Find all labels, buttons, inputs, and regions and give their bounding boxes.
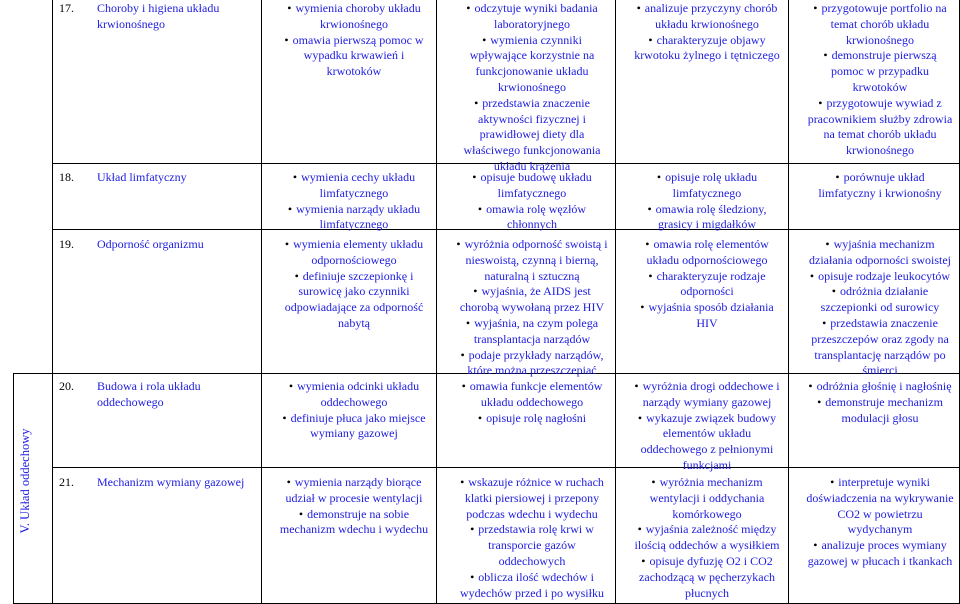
column-4-cell: [794, 170, 954, 202]
list-item: • przedstawia rolę krwi w transporcie gazów oddechowych: [442, 522, 610, 569]
grid-line: [13, 373, 14, 604]
list-item: • odróżnia działanie szczepionki od surowicy: [794, 284, 954, 316]
column-1-cell: [266, 379, 430, 442]
column-3-cell: [620, 1, 782, 64]
list-item: • wyróżnia odporność swoistą i nieswoistą, czynną i bierną, naturalną i sztuczną: [442, 237, 610, 284]
list-item: • wymienia choroby układu krwionośnego: [266, 1, 430, 33]
list-item: • wskazuje różnice w ruchach klatki piersiowej i przepony podczas wdechu i wydechu: [442, 475, 610, 522]
list-item: • wymienia czynniki wpływające korzystnie na funkcjonowanie układu krwionośnego: [442, 33, 610, 96]
list-item: • wyróżnia mechanizm wentylacji i oddychania komórkowego: [620, 475, 782, 522]
column-4-cell: [794, 475, 954, 570]
list-item: • charakteryzuje rodzaje odporności: [620, 269, 782, 301]
column-2-cell: [442, 475, 610, 601]
section-label: V. Układ oddechowy: [18, 428, 32, 534]
list-item: • interpretuje wyniki doświadczenia na wykrywanie CO2 w powietrzu wydychanym: [794, 475, 954, 538]
list-item: • przedstawia znaczenie przeszczepów oraz zgody na transplantację narządów po śmierci: [794, 316, 954, 379]
row-topic: Układ limfatyczny: [97, 170, 187, 184]
list-item: • wymienia elementy układu odpornościowego: [266, 237, 430, 269]
list-item: • wymienia odcinki układu oddechowego: [266, 379, 430, 411]
list-item: • przedstawia znaczenie aktywności fizycznej i prawidłowej diety dla właściwego funkcjonowania układu krążenia: [442, 96, 610, 175]
row-topic: Budowa i rola układu oddechowego: [97, 379, 201, 409]
list-item: • analizuje proces wymiany gazowej w płucach i tkankach: [794, 538, 954, 570]
list-item: • opisuje rolę nagłośni: [442, 411, 610, 427]
row-number: 19.: [59, 237, 74, 251]
column-2-cell: [442, 1, 610, 175]
list-item: • omawia rolę elementów układu odpornościowego: [620, 237, 782, 269]
column-1-cell: [266, 170, 430, 233]
list-item: • charakteryzuje objawy krwotoku żylnego i tętniczego: [620, 33, 782, 65]
grid-line: [261, 0, 262, 604]
row-number: 20.: [59, 379, 74, 393]
list-item: • wyjaśnia sposób działania HIV: [620, 300, 782, 332]
column-4-cell: [794, 379, 954, 426]
row-topic: Odporność organizmu: [97, 237, 204, 251]
column-3-cell: [620, 237, 782, 332]
column-2-cell: [442, 170, 610, 233]
list-item: • wyjaśnia mechanizm działania odporności swoistej: [794, 237, 954, 269]
list-item: • odczytuje wyniki badania laboratoryjnego: [442, 1, 610, 33]
grid-line: [788, 0, 789, 604]
list-item: • omawia funkcje elementów układu oddechowego: [442, 379, 610, 411]
list-item: • podaje przykłady narządów, które można przeszczepiać: [442, 348, 610, 380]
list-item: • wymienia narządy biorące udział w procesie wentylacji: [266, 475, 430, 507]
list-item: • omawia pierwszą pomoc w wypadku krwawień i krwotoków: [266, 33, 430, 80]
row-number: 18.: [59, 170, 74, 184]
column-1-cell: [266, 475, 430, 538]
list-item: • przygotowuje portfolio na temat chorób układu krwionośnego: [794, 1, 954, 48]
grid-line: [615, 0, 616, 604]
list-item: • wyróżnia drogi oddechowe i narządy wymiany gazowej: [620, 379, 782, 411]
grid-line: [436, 0, 437, 604]
row-divider: [52, 467, 960, 468]
list-item: • definiuje szczepionkę i surowicę jako czynniki odpowiadające za odporność nabytą: [266, 269, 430, 332]
list-item: • oblicza ilość wdechów i wydechów przed i po wysiłku: [442, 570, 610, 602]
list-item: • wyjaśnia, że AIDS jest chorobą wywołaną przez HIV: [442, 284, 610, 316]
column-3-cell: [620, 379, 782, 474]
list-item: • opisuje rodzaje leukocytów: [794, 269, 954, 285]
column-4-cell: [794, 237, 954, 379]
list-item: • omawia rolę śledziony, grasicy i migdałków: [620, 202, 782, 234]
list-item: • wymienia narządy układu limfatycznego: [266, 202, 430, 234]
row-number: 21.: [59, 475, 74, 489]
column-3-cell: [620, 170, 782, 233]
list-item: • opisuje budowę układu limfatycznego: [442, 170, 610, 202]
column-1-cell: [266, 237, 430, 332]
row-topic: Mechanizm wymiany gazowej: [97, 475, 245, 489]
list-item: • wyjaśnia, na czym polega transplantacja narządów: [442, 316, 610, 348]
list-item: • analizuje przyczyny chorób układu krwionośnego: [620, 1, 782, 33]
row-topic: Choroby i higiena układu krwionośnego: [97, 1, 220, 31]
grid-line: [52, 0, 53, 604]
list-item: • opisuje dyfuzję O2 i CO2 zachodzącą w pęcherzykach płucnych: [620, 554, 782, 601]
list-item: • definiuje płuca jako miejsce wymiany gazowej: [266, 411, 430, 443]
list-item: • demonstruje na sobie mechanizm wdechu i wydechu: [266, 507, 430, 539]
column-1-cell: [266, 1, 430, 80]
column-4-cell: [794, 1, 954, 159]
row-number: 17.: [59, 1, 74, 15]
list-item: • przygotowuje wywiad z pracownikiem służby zdrowia na temat chorób układu krwionośnego: [794, 96, 954, 159]
list-item: • odróżnia głośnię i nagłośnię: [794, 379, 954, 395]
list-item: • wykazuje związek budowy elementów układu oddechowego z pełnionymi funkcjami: [620, 411, 782, 474]
list-item: • demonstruje mechanizm modulacji głosu: [794, 395, 954, 427]
list-item: • porównuje układ limfatyczny i krwionośny: [794, 170, 954, 202]
list-item: • omawia rolę węzłów chłonnych: [442, 202, 610, 234]
list-item: • wymienia cechy układu limfatycznego: [266, 170, 430, 202]
column-3-cell: [620, 475, 782, 601]
list-item: • wyjaśnia zależność między ilością oddechów a wysiłkiem: [620, 522, 782, 554]
list-item: • demonstruje pierwszą pomoc w przypadku krwotoków: [794, 48, 954, 95]
column-2-cell: [442, 237, 610, 379]
column-2-cell: [442, 379, 610, 426]
list-item: • opisuje rolę układu limfatycznego: [620, 170, 782, 202]
